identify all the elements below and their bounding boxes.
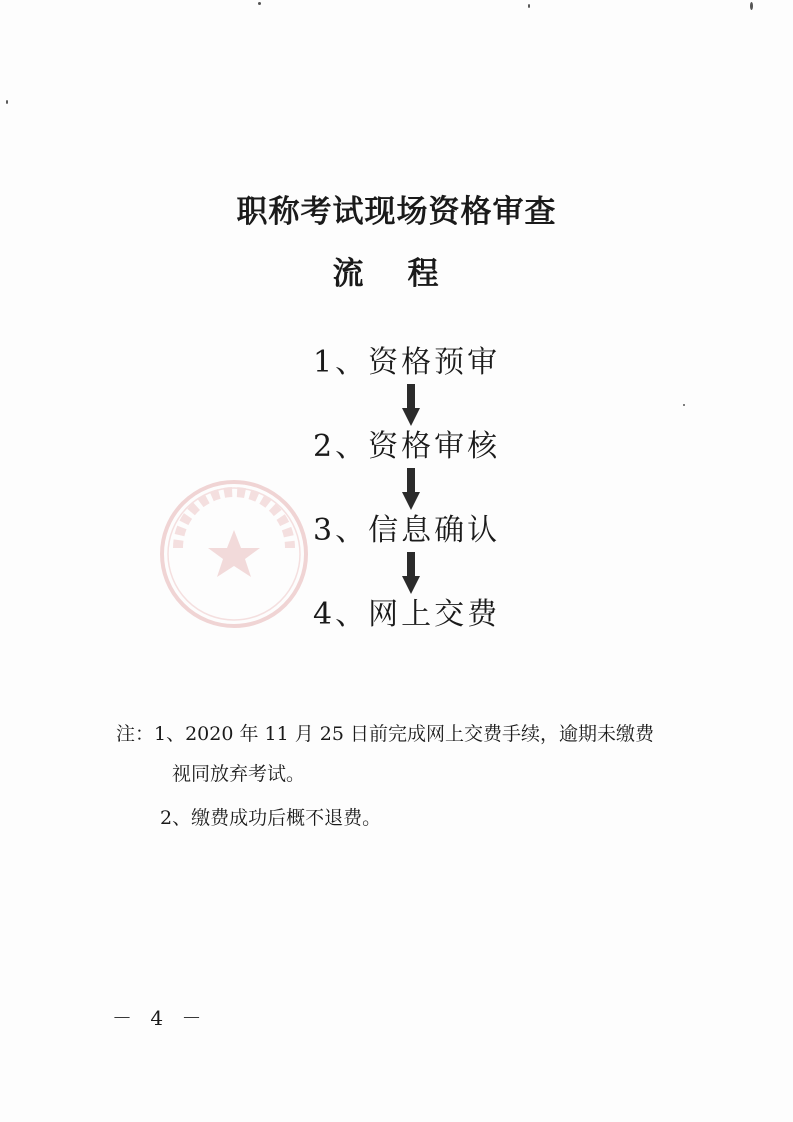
down-arrow-icon xyxy=(402,552,420,594)
flow-step-3: 3、信息确认 xyxy=(313,513,501,548)
down-arrow-icon xyxy=(402,468,420,510)
scan-speck xyxy=(258,2,261,5)
note-2: 2、缴费成功后概不退费。 xyxy=(160,807,382,829)
flow-arrow xyxy=(313,468,573,510)
page-number: － 4 － xyxy=(112,1006,208,1030)
note-1-continued: 视同放弃考试。 xyxy=(172,763,306,785)
flow-step-4: 4、网上交费 xyxy=(313,597,501,632)
note-1: 注：1、2020 年 11 月 25 日前完成网上交费手续，逾期未缴费 xyxy=(116,723,654,745)
scan-speck xyxy=(528,4,530,8)
flow-step-1: 1、资格预审 xyxy=(313,345,501,380)
document-title: 职称考试现场资格审查 xyxy=(236,194,557,230)
process-flow xyxy=(313,342,573,636)
flow-step-2: 2、资格审核 xyxy=(313,429,501,464)
official-seal-icon xyxy=(158,478,310,630)
scan-speck xyxy=(683,404,685,406)
document-subtitle: 流程 xyxy=(332,256,483,292)
flow-arrow xyxy=(313,552,573,594)
scan-speck xyxy=(750,2,753,10)
scan-speck xyxy=(6,100,8,104)
down-arrow-icon xyxy=(402,384,420,426)
notes-section xyxy=(116,720,706,832)
flow-arrow xyxy=(313,384,573,426)
